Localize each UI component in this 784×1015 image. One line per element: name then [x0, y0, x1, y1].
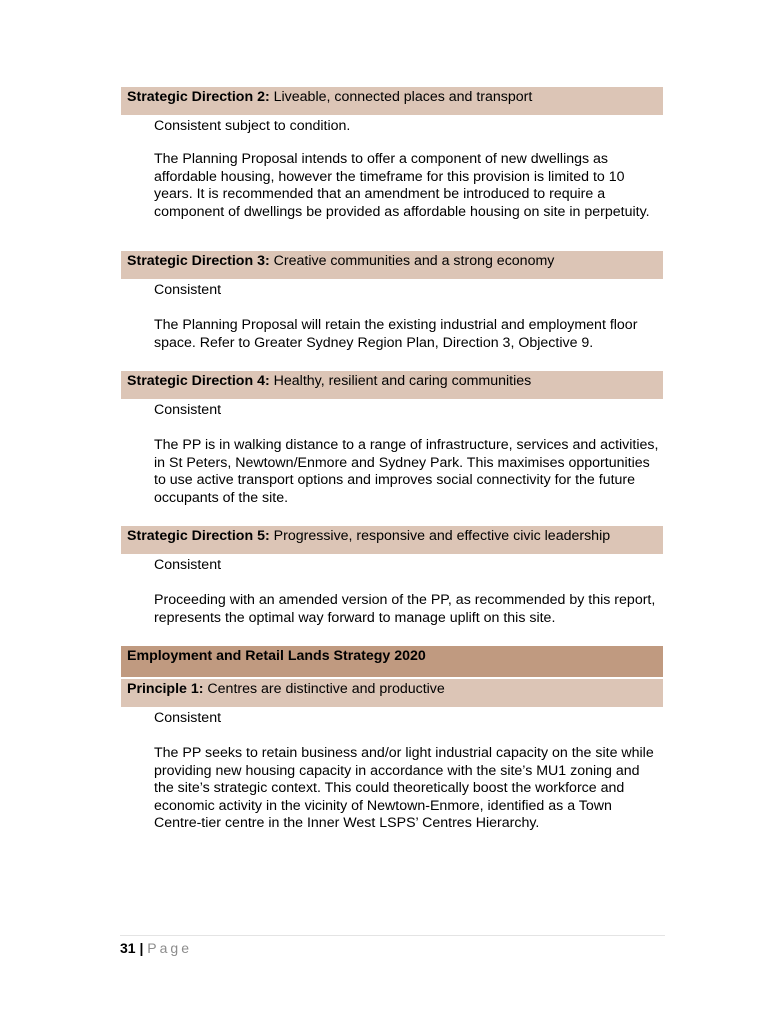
principle-label-bold: Principle 1: [127, 681, 204, 697]
section-label-text: Healthy, resilient and caring communities [269, 373, 532, 389]
section-header-direction-3 [121, 251, 663, 279]
principle-header [121, 679, 663, 707]
section-status: Consistent [154, 402, 222, 418]
principle-body: The PP seeks to retain business and/or light industrial capacity on the site while providing new housing capacity in accordance with the site’s MU1 zoning and the site’s strategic context. This could theoretically boost the workforce and economic activity in the vicinity of Newtown-Enmore, identified as a Town Centre-tier centre in the Inner West LSPS’ Centres Hierarchy. [154, 745, 654, 831]
section-body: The Planning Proposal will retain the existing industrial and employment floor space. Refer to Greater Sydney Region Plan, Direction 3, Objective 9. [154, 317, 638, 351]
section-label-bold: Strategic Direction 3: [127, 253, 270, 269]
section-header-direction-2 [121, 87, 663, 115]
page-word: Page [147, 940, 192, 956]
footer-separator: | [135, 940, 148, 956]
section-body: The PP is in walking distance to a range of infrastructure, services and activities, in St Peters, Newtown/Enmore and Sydney Park. This maximises opportunities to use active transport options and improves social connectivity for the future occupants of the site. [154, 437, 659, 506]
section-header-direction-5 [121, 526, 663, 554]
page-number: 31 [120, 940, 136, 956]
section-status: Consistent subject to condition. [154, 118, 351, 134]
strategy-heading: Employment and Retail Lands Strategy 2020 [121, 646, 663, 677]
page-footer [120, 940, 192, 956]
principle-status: Consistent [154, 710, 222, 726]
footer-divider [120, 935, 665, 936]
principle-label-text: Centres are distinctive and productive [203, 681, 445, 697]
section-label-bold: Strategic Direction 4: [127, 373, 270, 389]
section-label-text: Liveable, connected places and transport [269, 89, 533, 105]
section-header-direction-4 [121, 371, 663, 399]
section-label-text: Progressive, responsive and effective civic leadership [269, 528, 611, 544]
section-label-text: Creative communities and a strong economy [269, 253, 555, 269]
section-status: Consistent [154, 282, 222, 298]
section-status: Consistent [154, 557, 222, 573]
section-label-bold: Strategic Direction 2: [127, 89, 270, 105]
section-body: Proceeding with an amended version of the PP, as recommended by this report, represents the optimal way forward to manage uplift on this site. [154, 592, 656, 626]
section-label-bold: Strategic Direction 5: [127, 528, 270, 544]
section-body: The Planning Proposal intends to offer a component of new dwellings as affordable housing, however the timeframe for this provision is limited to 10 years. It is recommended that an amendment be introduced to require a component of dwellings be provided as affordable housing on site in perpetuity. [154, 151, 650, 220]
